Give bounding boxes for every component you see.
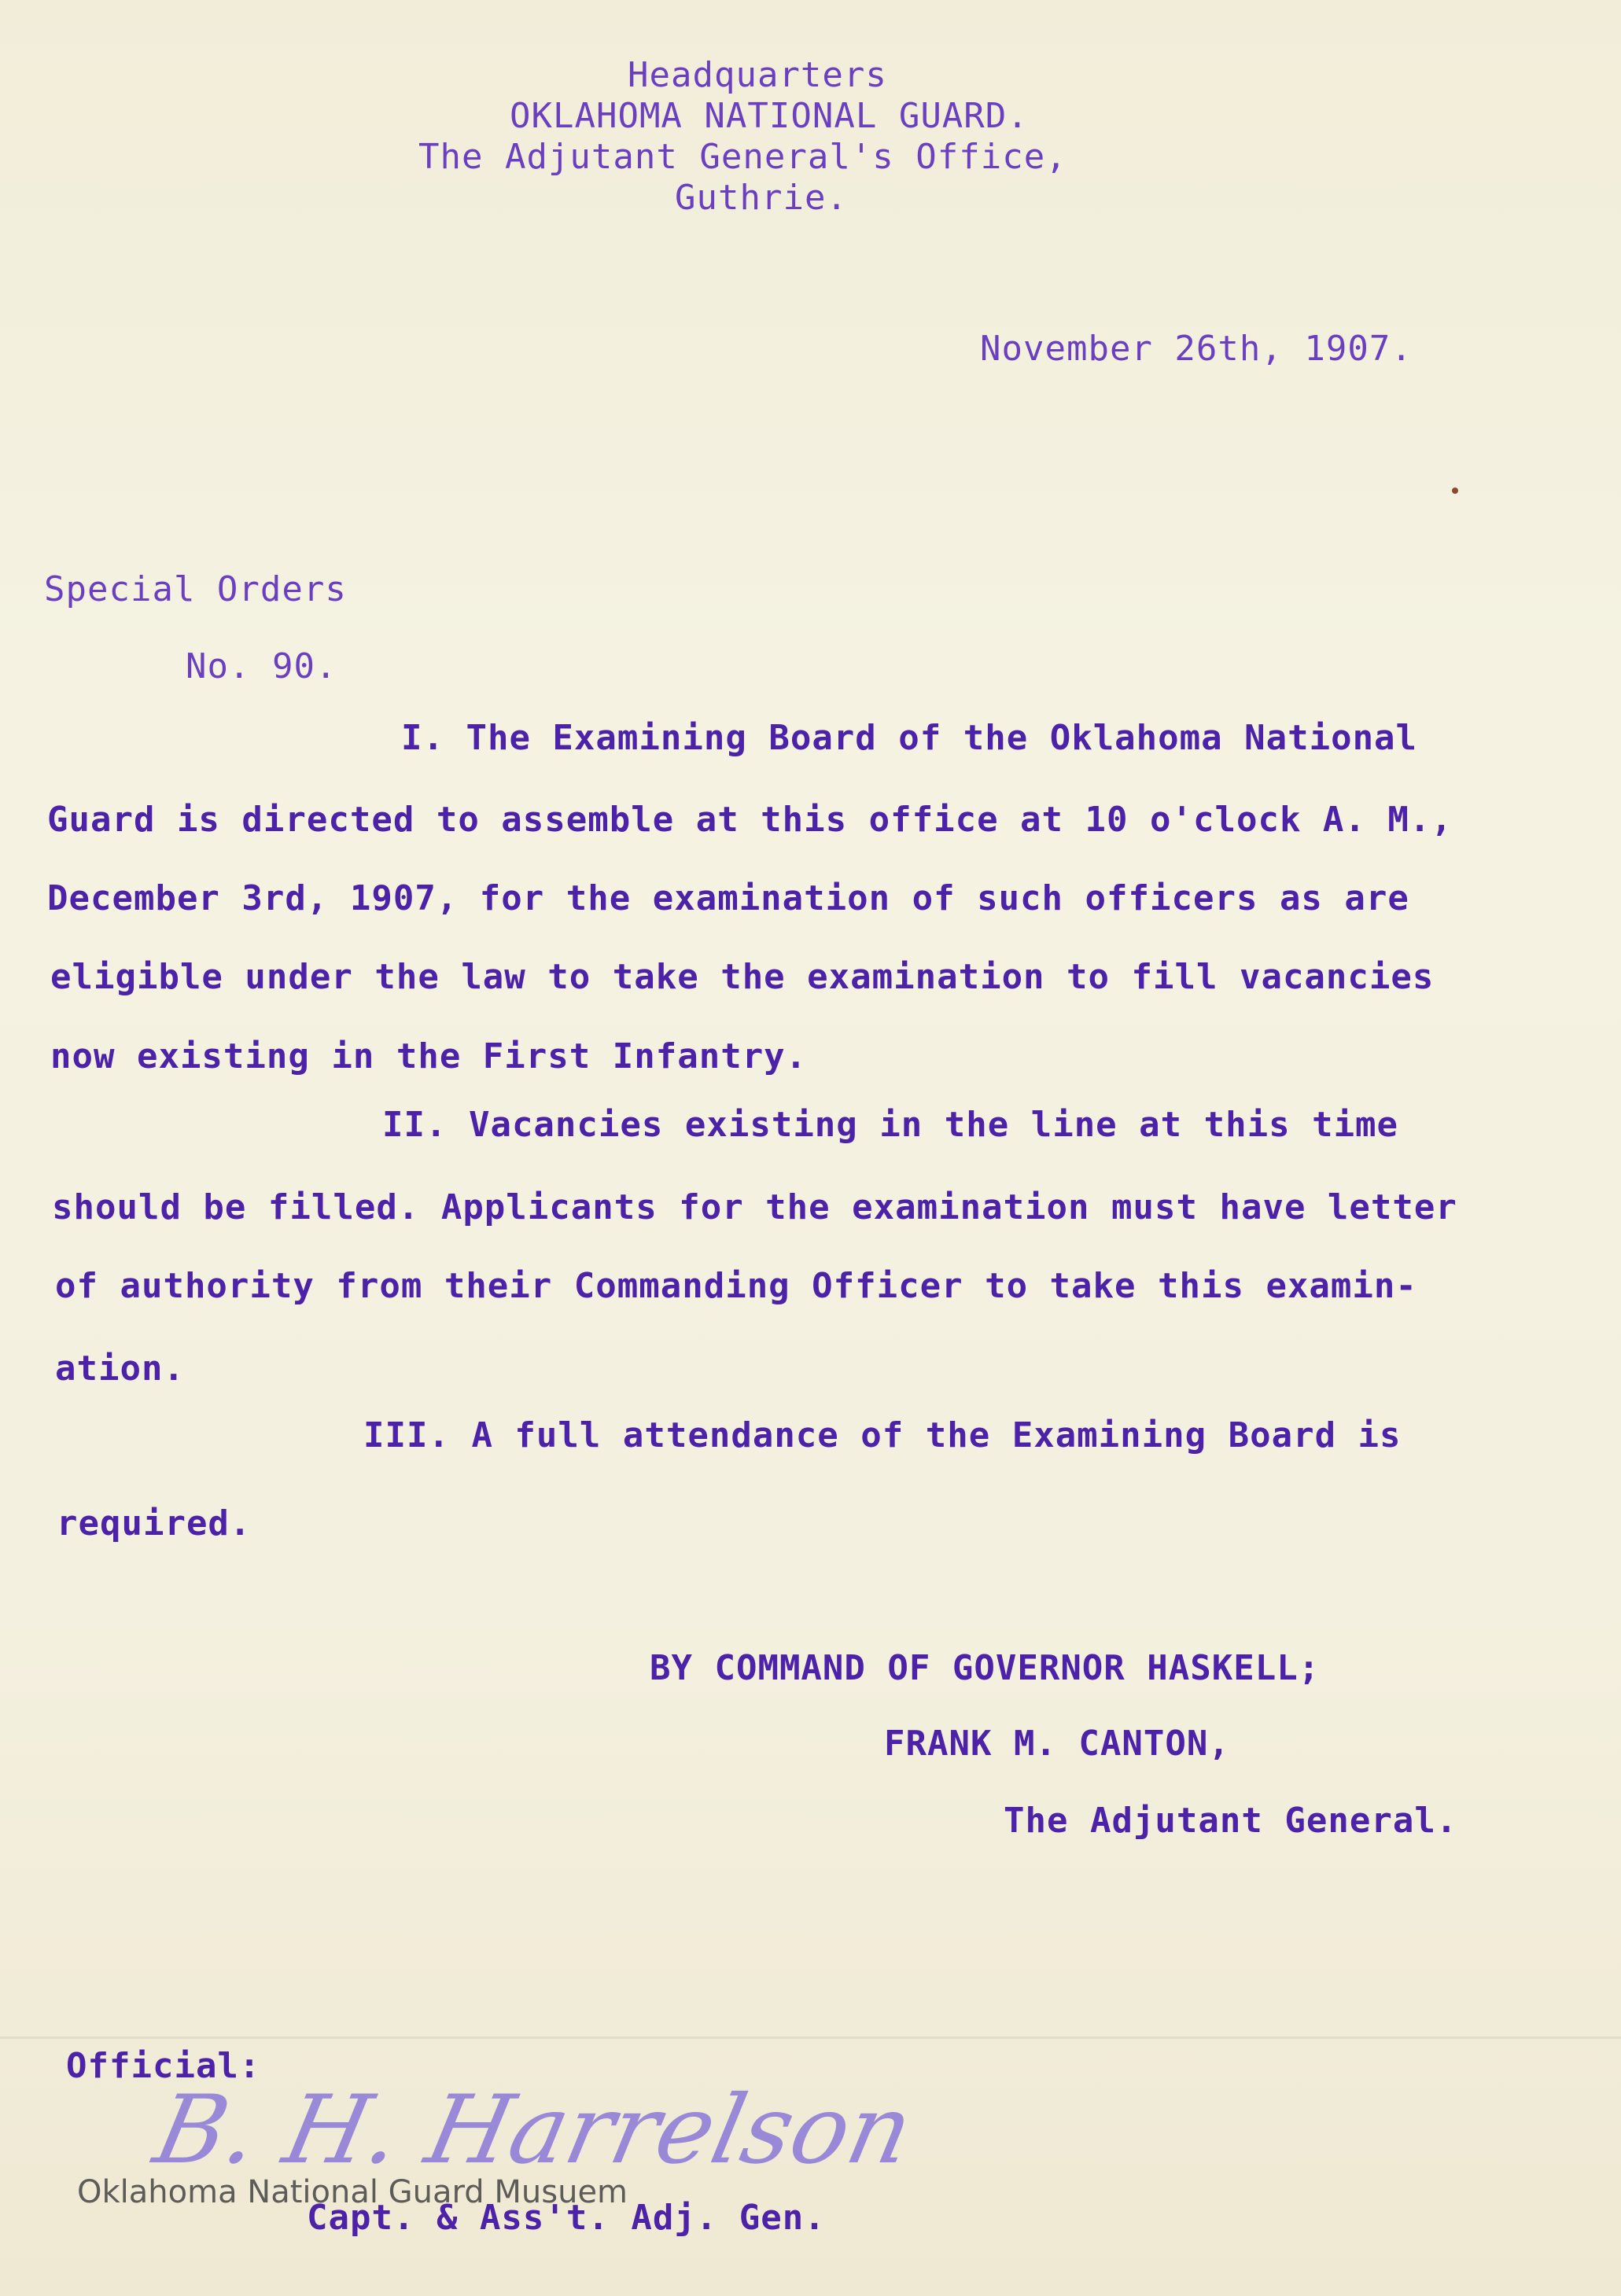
paper-crease	[0, 2037, 1621, 2039]
ink-spot	[1452, 488, 1458, 494]
official-label: Official:	[66, 2046, 261, 2086]
adjutant-name: FRANK M. CANTON,	[884, 1724, 1230, 1764]
letterhead-office: The Adjutant General's Office,	[418, 137, 1067, 177]
adjutant-title: The Adjutant General.	[1004, 1801, 1458, 1841]
paragraph-1-line: Guard is directed to assemble at this office at 10 o'clock A. M.,	[47, 800, 1453, 840]
command-authority: BY COMMAND OF GOVERNOR HASKELL;	[650, 1648, 1321, 1688]
letterhead-organization: OKLAHOMA NATIONAL GUARD.	[510, 96, 1029, 136]
paragraph-1-line: now existing in the First Infantry.	[50, 1036, 808, 1076]
paragraph-3-line: III. A full attendance of the Examining Board is	[363, 1415, 1402, 1455]
document-date: November 26th, 1907.	[980, 329, 1413, 369]
paragraph-1-line: December 3rd, 1907, for the examination of such officers as are	[47, 878, 1409, 918]
paragraph-2-line: should be filled. Applicants for the examination must have letter	[52, 1187, 1457, 1227]
order-number: No. 90.	[186, 646, 337, 686]
museum-watermark: Oklahoma National Guard Musuem	[77, 2174, 628, 2210]
paragraph-3-line: required.	[57, 1503, 252, 1544]
handwritten-signature: B. H. Harrelson	[146, 2076, 922, 2185]
paragraph-2-line: ation.	[55, 1349, 185, 1389]
paragraph-1-line: I. The Examining Board of the Oklahoma National	[401, 718, 1418, 758]
letterhead-city: Guthrie.	[675, 178, 848, 218]
paragraph-2-line: of authority from their Commanding Officer to take this examin-	[55, 1266, 1417, 1306]
order-title: Special Orders	[44, 569, 347, 609]
paragraph-1-line: eligible under the law to take the examination to fill vacancies	[50, 957, 1435, 997]
official-title: Capt. & Ass't. Adj. Gen.	[307, 2198, 826, 2238]
paragraph-2-line: II. Vacancies existing in the line at this time	[382, 1105, 1399, 1145]
letterhead-headquarters: Headquarters	[628, 55, 887, 95]
